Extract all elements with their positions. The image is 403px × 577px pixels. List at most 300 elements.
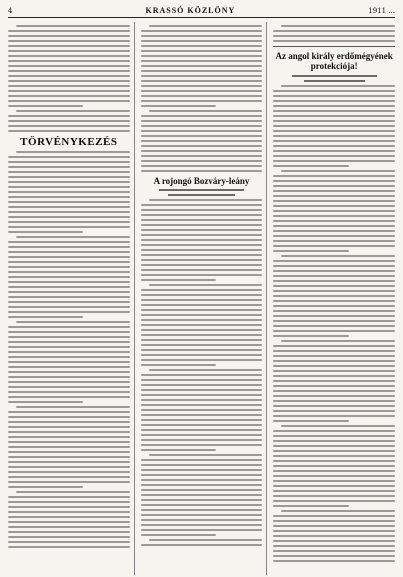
column-2-headline: A rojongó Bozváry-leány [153,176,250,186]
body-text-line [141,544,263,546]
body-text-line [273,435,395,437]
body-text-line [141,529,263,531]
body-text-line [8,341,130,343]
body-text-line [273,415,395,417]
body-text-line [8,105,83,107]
body-text-line [8,176,130,178]
body-text-line [273,390,395,392]
body-text-line [8,65,130,67]
body-text-line [141,214,263,216]
body-text-line [8,196,130,198]
body-text-line [141,95,263,97]
body-text-line [273,350,395,352]
body-text-line [141,364,216,366]
body-text-line [149,25,263,27]
body-text-line [8,486,83,488]
body-text-line [141,409,263,411]
body-text-line [141,509,263,511]
body-text-line [8,376,130,378]
body-text-line [273,30,395,32]
body-text-line [273,180,395,182]
body-text-line [8,156,130,158]
body-text-line [273,545,395,547]
body-text-line [141,504,263,506]
body-text-line [8,531,130,533]
body-text-line [8,481,130,483]
body-text-line [273,395,395,397]
body-text-line [141,160,263,162]
body-text-line [8,311,130,313]
body-text-line [273,185,395,187]
body-text-line [273,485,395,487]
body-text-line [273,130,395,132]
body-text-line [8,411,130,413]
body-text-line [273,100,395,102]
body-text-line [16,25,130,27]
body-text-line [8,40,130,42]
body-text-line [273,295,395,297]
body-text-line [273,405,395,407]
body-text-line [273,260,395,262]
body-text-line [273,175,395,177]
body-text-line [273,35,395,37]
body-text-line [273,480,395,482]
body-text-line [149,284,263,286]
body-text-line [141,424,263,426]
body-text-line [8,496,130,498]
body-text-line [141,85,263,87]
issue-date: 1911 ... [368,7,395,15]
body-text-line [141,314,263,316]
column-3 [273,22,395,575]
body-text-line [141,224,263,226]
body-text-line [8,161,130,163]
body-text-line [8,30,130,32]
column-2-body-bottom [141,199,263,546]
body-text-line [141,145,263,147]
body-text-line [273,450,395,452]
body-text-line [8,356,130,358]
body-text-line [8,426,130,428]
body-text-line [273,285,395,287]
body-text-line [141,394,263,396]
body-text-line [8,316,83,318]
body-text-line [8,451,130,453]
body-text-line [273,440,395,442]
body-text-line [8,296,130,298]
body-text-line [149,454,263,456]
body-text-line [8,226,130,228]
body-text-line [8,261,130,263]
body-text-line [8,361,130,363]
body-text-line [281,255,395,257]
body-text-line [273,505,348,507]
body-text-line [8,521,130,523]
body-text-line [281,170,395,172]
body-text-line [273,110,395,112]
body-text-line [8,216,130,218]
body-text-line [141,50,263,52]
body-text-line [273,245,395,247]
body-text-line [141,35,263,37]
body-text-line [8,351,130,353]
body-text-line [273,445,395,447]
body-text-line [141,319,263,321]
body-text-line [8,456,130,458]
body-text-line [141,299,263,301]
column-2-subheading [159,189,244,191]
body-text-line [273,280,395,282]
column-3-subheading [292,75,377,77]
body-text-line [8,241,130,243]
body-text-line [8,171,130,173]
body-text-line [8,331,130,333]
body-text-line [273,455,395,457]
body-text-line [273,530,395,532]
body-text-line [149,369,263,371]
body-text-line [141,274,263,276]
body-text-line [141,125,263,127]
body-text-line [16,491,130,493]
body-text-line [141,444,263,446]
body-text-line [141,100,263,102]
body-text-line [149,199,263,201]
body-text-line [8,60,130,62]
body-text-line [141,229,263,231]
body-text-line [141,354,263,356]
body-text-line [8,301,130,303]
body-text-line [273,275,395,277]
body-text-line [8,381,130,383]
body-text-line [273,355,395,357]
body-text-line [8,396,130,398]
body-text-line [8,50,130,52]
body-text-line [141,279,216,281]
body-text-line [8,436,130,438]
body-text-line [141,344,263,346]
body-text-line [273,305,395,307]
body-text-line [141,339,263,341]
body-text-line [8,506,130,508]
body-text-line [273,500,395,502]
body-text-line [8,471,130,473]
body-text-line [273,535,395,537]
body-text-line [141,294,263,296]
body-text-line [141,249,263,251]
body-text-line [273,120,395,122]
body-text-line [273,90,395,92]
body-text-line [8,70,130,72]
column-3-headline: Az angol király erdőmégyének protekciója! [275,51,393,72]
body-text-line [273,525,395,527]
body-text-line [273,190,395,192]
body-text-line [141,399,263,401]
body-text-line [8,386,130,388]
body-text-line [141,324,263,326]
body-text-line [8,416,130,418]
page-header [8,6,395,18]
body-text-line [8,541,130,543]
body-text-line [141,534,216,536]
body-text-line [141,349,263,351]
body-text-line [8,501,130,503]
body-text-line [141,459,263,461]
body-text-line [141,155,263,157]
body-text-line [141,65,263,67]
body-text-line [141,254,263,256]
body-text-line [8,526,130,528]
body-text-line [141,115,263,117]
body-text-line [16,110,130,112]
body-text-line [8,466,130,468]
body-text-line [273,325,395,327]
body-text-line [141,404,263,406]
body-text-line [8,201,130,203]
body-text-line [8,80,130,82]
body-text-line [141,80,263,82]
body-text-line [141,389,263,391]
body-text-line [281,85,395,87]
body-text-line [141,514,263,516]
body-text-line [141,259,263,261]
body-text-line [141,469,263,471]
body-text-line [281,340,395,342]
body-text-line [8,55,130,57]
body-text-line [141,419,263,421]
body-text-line [273,360,395,362]
body-text-line [141,334,263,336]
body-text-line [8,186,130,188]
body-text-line [8,35,130,37]
body-text-line [8,326,130,328]
body-text-line [273,460,395,462]
body-text-line [273,140,395,142]
column-2-body-top [141,25,263,172]
body-text-line [141,170,263,172]
body-text-line [273,165,348,167]
body-text-line [149,539,263,541]
body-text-line [141,239,263,241]
body-text-line [8,206,130,208]
body-text-line [8,266,130,268]
column-2-subheading [168,194,235,196]
body-text-line [8,276,130,278]
body-text-line [8,130,130,132]
body-text-line [141,120,263,122]
column-3-body-top [273,25,395,42]
column-3-divider [273,46,395,47]
body-text-line [273,40,395,42]
body-text-line [8,256,130,258]
body-text-line [273,515,395,517]
body-text-line [273,400,395,402]
body-text-line [273,520,395,522]
body-text-line [273,365,395,367]
body-text-line [141,489,263,491]
body-text-line [273,265,395,267]
body-text-line [273,420,348,422]
body-text-line [8,391,130,393]
body-text-line [8,371,130,373]
body-text-line [273,150,395,152]
body-text-line [141,165,263,167]
body-text-line [141,55,263,57]
body-text-line [273,495,395,497]
column-3-subheading [304,80,365,82]
body-text-line [141,359,263,361]
column-1-body-bottom [8,151,130,548]
body-text-line [273,210,395,212]
body-text-line [281,425,395,427]
masthead: KRASSÓ KÖZLÖNY [145,6,236,15]
body-text-line [8,536,130,538]
body-text-line [273,370,395,372]
body-text-line [273,145,395,147]
body-text-line [273,195,395,197]
body-text-line [8,421,130,423]
body-text-line [141,40,263,42]
body-text-line [141,70,263,72]
body-text-line [273,320,395,322]
body-text-line [8,100,130,102]
body-text-line [8,336,130,338]
body-text-line [8,546,130,548]
body-text-line [8,446,130,448]
body-text-line [281,510,395,512]
body-text-line [141,494,263,496]
body-text-line [8,95,130,97]
body-text-line [8,181,130,183]
body-text-line [141,150,263,152]
column-2 [141,22,268,575]
body-text-line [273,95,395,97]
body-text-line [281,25,395,27]
body-text-line [273,270,395,272]
body-text-line [141,379,263,381]
body-text-line [16,236,130,238]
body-text-line [8,431,130,433]
page-number: 4 [8,7,13,15]
body-text-line [141,304,263,306]
body-text-line [273,225,395,227]
body-text-line [141,75,263,77]
body-text-line [16,151,130,153]
body-text-line [273,300,395,302]
body-text-line [273,470,395,472]
body-text-line [141,464,263,466]
body-text-line [141,374,263,376]
body-text-line [273,555,395,557]
body-text-line [141,439,263,441]
body-text-line [141,384,263,386]
body-text-line [8,346,130,348]
body-text-line [8,125,130,127]
body-text-line [273,160,395,162]
body-text-line [141,309,263,311]
body-text-line [141,474,263,476]
body-text-line [8,115,130,117]
body-text-line [273,335,348,337]
body-text-line [273,250,348,252]
column-1 [8,22,135,575]
body-text-line [141,60,263,62]
body-text-line [273,465,395,467]
body-text-line [273,115,395,117]
body-text-line [273,345,395,347]
column-1-headline: TÖRVÉNYKEZÉS [20,136,118,148]
body-text-line [141,140,263,142]
body-text-line [141,135,263,137]
body-text-line [141,449,216,451]
body-text-line [8,281,130,283]
body-text-line [273,125,395,127]
body-text-line [8,271,130,273]
body-text-line [273,135,395,137]
body-text-line [273,540,395,542]
body-text-line [8,366,130,368]
body-text-line [141,269,263,271]
body-text-line [8,85,130,87]
body-text-line [141,414,263,416]
body-text-line [8,75,130,77]
body-text-line [8,251,130,253]
body-text-line [273,205,395,207]
body-text-line [141,130,263,132]
body-text-line [141,479,263,481]
body-text-line [141,524,263,526]
body-text-line [273,315,395,317]
body-text-line [141,519,263,521]
body-text-line [16,321,130,323]
body-text-line [8,461,130,463]
body-text-line [273,290,395,292]
body-text-line [273,235,395,237]
body-text-line [141,244,263,246]
body-text-line [273,380,395,382]
body-text-line [273,490,395,492]
article-columns [8,22,395,575]
body-text-line [273,230,395,232]
column-1-body-top [8,25,130,132]
body-text-line [273,105,395,107]
body-text-line [8,511,130,513]
body-text-line [141,204,263,206]
body-text-line [8,120,130,122]
body-text-line [8,286,130,288]
body-text-line [141,434,263,436]
body-text-line [8,191,130,193]
body-text-line [149,110,263,112]
body-text-line [141,429,263,431]
body-text-line [16,406,130,408]
body-text-line [141,234,263,236]
body-text-line [273,220,395,222]
body-text-line [273,550,395,552]
body-text-line [141,499,263,501]
body-text-line [8,90,130,92]
body-text-line [141,219,263,221]
body-text-line [8,246,130,248]
body-text-line [141,105,216,107]
body-text-line [273,155,395,157]
body-text-line [8,45,130,47]
body-text-line [273,375,395,377]
body-text-line [273,475,395,477]
column-3-body-bottom [273,85,395,562]
body-text-line [141,90,263,92]
body-text-line [8,231,83,233]
body-text-line [273,430,395,432]
